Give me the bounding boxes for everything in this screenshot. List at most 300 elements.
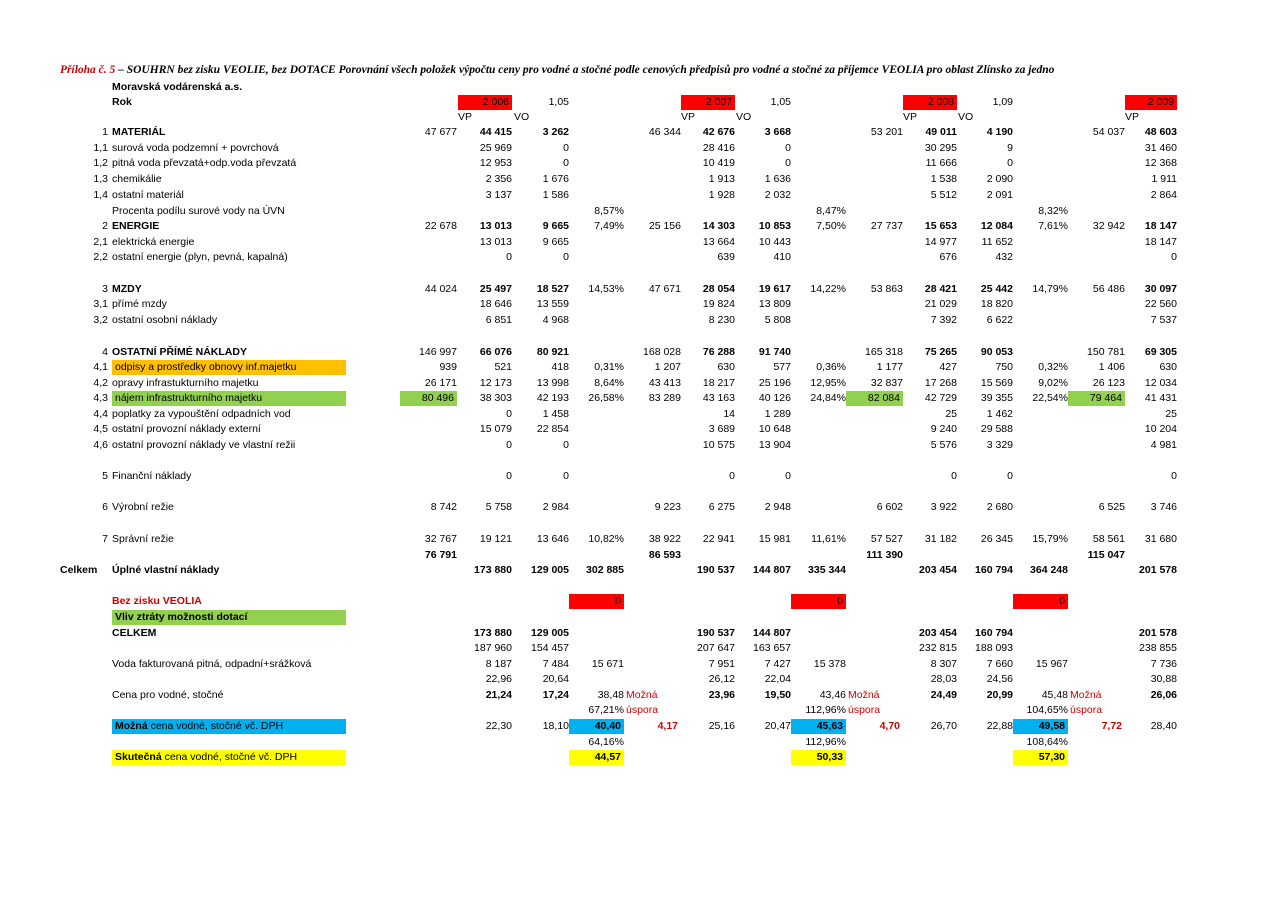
- cell-label: [112, 750, 346, 765]
- cell-v1: 20,47: [764, 720, 791, 732]
- cell-v2: 24,56: [986, 673, 1013, 685]
- cell-p2: 15,79%: [1032, 533, 1068, 545]
- cell-y1v: 2 007: [681, 95, 735, 110]
- cell-a2: 14 977: [924, 236, 957, 248]
- table-row: [0, 141, 1280, 156]
- cell-a3: 22 560: [1144, 298, 1177, 310]
- cell-label: Úplné vlastní náklady: [112, 564, 220, 576]
- table-row: [0, 407, 1280, 422]
- cell-t3: 1 406: [1098, 361, 1125, 373]
- cell-v1: 25 196: [758, 377, 791, 389]
- cell-n2: Možná: [1070, 689, 1102, 701]
- cell-a2: 3 922: [930, 501, 957, 513]
- cell-v2: 160 794: [975, 564, 1013, 576]
- cell-p0: 302 885: [586, 564, 624, 576]
- cell-v1: 13 809: [758, 298, 791, 310]
- cell-v1: 144 807: [753, 564, 791, 576]
- cell-a0: 21,24: [485, 689, 512, 701]
- cell-v0: 7 484: [542, 658, 569, 670]
- cell-t0: 8 742: [430, 501, 457, 513]
- cell-v2: 22,88: [986, 720, 1013, 732]
- cell-vp2: VP: [903, 111, 918, 123]
- cell-a3: 26,06: [1150, 689, 1177, 701]
- table-row: [0, 172, 1280, 187]
- cell-v1: 91 740: [758, 346, 791, 358]
- cell-a2: 676: [939, 251, 957, 263]
- cell-t2: 111 390: [866, 549, 903, 561]
- cell-p0: 7,49%: [594, 220, 624, 232]
- cell-p1: 50,33: [791, 750, 846, 765]
- cell-a3: 31 460: [1144, 142, 1177, 154]
- cell-n2: úspora: [1070, 704, 1103, 716]
- table-row: [0, 719, 1280, 734]
- cell-a3: 12 034: [1144, 377, 1177, 389]
- cell-n1: úspora: [848, 704, 881, 716]
- cell-v1: 2 948: [764, 501, 791, 513]
- cell-v2: 25 442: [980, 283, 1013, 295]
- title-prefix: Příloha č. 5: [60, 64, 116, 76]
- table-row: [0, 610, 1280, 625]
- cell-v0: 13 998: [536, 377, 569, 389]
- cell-label: MZDY: [112, 283, 142, 295]
- cell-vp1: VP: [681, 111, 696, 123]
- cell-v1: 0: [785, 142, 791, 154]
- table-row: [0, 641, 1280, 656]
- cell-v0: 1 676: [542, 173, 569, 185]
- cell-t0: 80 496: [400, 391, 457, 406]
- cell-v0: 18 527: [536, 283, 569, 295]
- cell-v0: 42 193: [536, 392, 569, 404]
- cell-label: odpisy a prostředky obnovy inf.majetku: [112, 360, 346, 375]
- cell-t0: 939: [439, 361, 457, 373]
- cell-p0: 8,57%: [594, 205, 624, 217]
- cell-t3: 115 047: [1087, 549, 1125, 561]
- table-row: [0, 80, 1280, 95]
- cell-a1: 13 664: [702, 236, 735, 248]
- cell-label: pitná voda převzatá+odp.voda převzatá: [112, 157, 297, 169]
- cell-a3: 3 746: [1150, 501, 1177, 513]
- cell-p0: 14,53%: [588, 283, 624, 295]
- cell-p0: 0,31%: [594, 361, 624, 373]
- cell-v0: 13 559: [536, 298, 569, 310]
- cell-a0: 66 076: [479, 346, 512, 358]
- cell-t2: 53 863: [870, 283, 903, 295]
- cell-num: 7: [102, 533, 108, 545]
- cell-p0: 8,64%: [594, 377, 624, 389]
- cell-v2: 0: [1007, 470, 1013, 482]
- cell-num: 1,2: [93, 157, 108, 169]
- cell-label: chemikálie: [112, 173, 162, 185]
- cell-y1k: 1,05: [770, 96, 791, 108]
- cell-t2: 82 084: [846, 391, 903, 406]
- cell-v2: 160 794: [975, 627, 1013, 639]
- cell-a1: 25,16: [708, 720, 735, 732]
- cell-label: nájem infrastrukturního majetku: [112, 391, 346, 406]
- cell-v1: 10 853: [758, 220, 791, 232]
- cell-label: Moravská vodárenská a.s.: [112, 81, 243, 93]
- cell-p2: 14,79%: [1032, 283, 1068, 295]
- cell-label: Procenta podílu surové vody na ÚVN: [112, 205, 285, 217]
- table-row: [0, 204, 1280, 219]
- cell-a3: 238 855: [1139, 642, 1177, 654]
- cell-a3: 630: [1159, 361, 1177, 373]
- cell-t1: 25 156: [648, 220, 681, 232]
- cell-a0: 12 953: [479, 157, 512, 169]
- cell-t1: 9 223: [654, 501, 681, 513]
- cell-a1: 7 951: [708, 658, 735, 670]
- cell-t2: 6 602: [876, 501, 903, 513]
- cell-p2: 108,64%: [1026, 736, 1068, 748]
- cell-a0: 22,30: [485, 720, 512, 732]
- table-row: [0, 313, 1280, 328]
- cell-label: Výrobní režie: [112, 501, 174, 513]
- cell-v0: 418: [551, 361, 569, 373]
- cell-a3: 18 147: [1144, 220, 1177, 232]
- cell-t2: 57 527: [870, 533, 903, 545]
- table-row: [0, 563, 1280, 578]
- cell-a2: 21 029: [924, 298, 957, 310]
- cell-v0: 0: [563, 439, 569, 451]
- cell-t3: 32 942: [1092, 220, 1125, 232]
- cell-t3: 56 486: [1092, 283, 1125, 295]
- cell-a3: 28,40: [1150, 720, 1177, 732]
- cell-label: [112, 719, 346, 734]
- table-row: [0, 95, 1280, 110]
- cell-label: Cena pro vodné, stočné: [112, 689, 224, 701]
- cell-v0: 1 458: [542, 408, 569, 420]
- cell-label: Voda fakturovaná pitná, odpadní+srážková: [112, 658, 312, 670]
- cell-a2: 25: [945, 408, 957, 420]
- cell-a0: 0: [506, 251, 512, 263]
- label-rest: cena vodné, stočné vč. DPH: [161, 751, 298, 763]
- cell-v0: 2 984: [542, 501, 569, 513]
- table-row: [0, 657, 1280, 672]
- cell-a3: 30 097: [1144, 283, 1177, 295]
- cell-a3: 0: [1171, 251, 1177, 263]
- cell-p1: 112,96%: [805, 704, 846, 716]
- cell-a0: 22,96: [485, 673, 512, 685]
- table-row: [0, 219, 1280, 234]
- cell-a3: 201 578: [1139, 627, 1177, 639]
- table-row: [0, 532, 1280, 547]
- cell-a2: 31 182: [924, 533, 957, 545]
- cell-t1: 168 028: [643, 346, 681, 358]
- cell-v1: 577: [773, 361, 791, 373]
- cell-label: přímé mzdy: [112, 298, 167, 310]
- cell-p0: 10,82%: [588, 533, 624, 545]
- cell-v2: 1 462: [986, 408, 1013, 420]
- cell-p1: 0,36%: [816, 361, 846, 373]
- table-row: [0, 188, 1280, 203]
- cell-num: 4,6: [93, 439, 108, 451]
- cell-a1: 22 941: [702, 533, 735, 545]
- cell-a2: 17 268: [924, 377, 957, 389]
- table-row: [0, 438, 1280, 453]
- table-row: [0, 156, 1280, 171]
- cell-p1: 11,61%: [811, 533, 846, 545]
- cell-vp0: VP: [458, 111, 473, 123]
- cell-num: 1,1: [93, 142, 108, 154]
- table-row: [0, 688, 1280, 703]
- cell-a0: 0: [506, 408, 512, 420]
- cell-v1: 0: [785, 470, 791, 482]
- cell-p1: 12,95%: [810, 377, 846, 389]
- cell-v1: 10 443: [758, 236, 791, 248]
- cell-t3: 150 781: [1087, 346, 1125, 358]
- cell-v0: 1 586: [542, 189, 569, 201]
- cell-num: 1,4: [93, 189, 108, 201]
- cell-a1: 43 163: [702, 392, 735, 404]
- cell-a0: 25 497: [479, 283, 512, 295]
- cell-a1: 207 647: [697, 642, 735, 654]
- cell-a0: 12 173: [479, 377, 512, 389]
- cell-v1: 40 126: [758, 392, 791, 404]
- cell-a1: 14 303: [702, 220, 735, 232]
- cell-v2: 7 660: [986, 658, 1013, 670]
- cell-n1: Možná: [848, 689, 880, 701]
- cell-t3: 6 525: [1098, 501, 1125, 513]
- cell-a3: 10 204: [1144, 423, 1177, 435]
- cell-p1: 7,50%: [816, 220, 846, 232]
- cell-p1: 112,96%: [805, 736, 846, 748]
- cell-a3: 48 603: [1144, 126, 1177, 138]
- cell-v0: 4 968: [542, 314, 569, 326]
- cell-v2: 0: [1007, 157, 1013, 169]
- cell-label: ostatní energie (plyn, pevná, kapalná): [112, 251, 288, 263]
- cell-a0: 25 969: [479, 142, 512, 154]
- cell-v2: 4 190: [986, 126, 1013, 138]
- cell-v0: 18,10: [542, 720, 569, 732]
- cell-num: 1: [102, 126, 108, 138]
- cell-a2: 1 538: [930, 173, 957, 185]
- cell-v2: 2 090: [986, 173, 1013, 185]
- cell-p1: 0: [791, 594, 846, 609]
- cell-p0: 0: [569, 594, 624, 609]
- cell-label: Vliv ztráty možnosti dotací: [112, 610, 346, 625]
- cell-v2: 6 622: [986, 314, 1013, 326]
- cell-a2: 203 454: [919, 564, 957, 576]
- cell-a1: 630: [717, 361, 735, 373]
- cell-a0: 5 758: [485, 501, 512, 513]
- cell-t2: 53 201: [870, 126, 903, 138]
- cell-a2: 9 240: [930, 423, 957, 435]
- title-text: – SOUHRN bez zisku VEOLIE, bez DOTACE Porovnání všech položek výpočtu ceny pro vodné a stočné podle cenových předpisů pro vodné a stočné za příjemce VEOLIA pro oblast Zlínsko za jedno: [115, 64, 1055, 76]
- cell-a1: 10 419: [702, 157, 735, 169]
- cell-v1: 0: [785, 157, 791, 169]
- cell-v1: 410: [773, 251, 791, 263]
- cell-p0: 26,58%: [588, 392, 624, 404]
- table-row: [0, 391, 1280, 406]
- cell-a2: 11 666: [925, 157, 957, 169]
- cell-a3: 1 911: [1151, 173, 1177, 185]
- cell-a0: 3 137: [485, 189, 512, 201]
- cell-v1: 3 668: [764, 126, 791, 138]
- cell-n1r: 4,70: [879, 720, 900, 732]
- cell-a3: 69 305: [1144, 346, 1177, 358]
- cell-v2: 2 091: [986, 189, 1013, 201]
- cell-a0: 8 187: [485, 658, 512, 670]
- cell-num: 4,2: [93, 377, 108, 389]
- cell-v0: 9 665: [542, 220, 569, 232]
- table-row: [0, 376, 1280, 391]
- cell-t0: 32 767: [424, 533, 457, 545]
- cell-num: 4,1: [93, 361, 108, 373]
- cell-a1: 76 288: [702, 346, 735, 358]
- cell-a2: 26,70: [930, 720, 957, 732]
- cell-a2: 49 011: [925, 126, 957, 138]
- cell-num: 1,3: [93, 173, 108, 185]
- cell-v0: 154 457: [531, 642, 569, 654]
- cell-a3: 201 578: [1139, 564, 1177, 576]
- cell-num: 3,2: [93, 314, 108, 326]
- table-row: [0, 594, 1280, 609]
- cell-t2: 27 737: [870, 220, 903, 232]
- cell-v0: 0: [563, 251, 569, 263]
- cell-v0: 0: [563, 470, 569, 482]
- cell-a0: 19 121: [479, 533, 512, 545]
- cell-v0: 22 854: [536, 423, 569, 435]
- cell-p2: 8,32%: [1038, 205, 1068, 217]
- cell-a1: 190 537: [697, 627, 735, 639]
- cell-p2: 9,02%: [1038, 377, 1068, 389]
- cell-a0: 173 880: [474, 564, 512, 576]
- cell-label: elektrická energie: [112, 236, 195, 248]
- cell-v0: 0: [563, 142, 569, 154]
- cell-v2: 750: [995, 361, 1013, 373]
- cell-y3v: 2 009: [1125, 95, 1177, 110]
- cell-t3: 54 037: [1092, 126, 1125, 138]
- cell-t3: 26 123: [1092, 377, 1125, 389]
- cell-v2: 26 345: [980, 533, 1013, 545]
- cell-num: 4,5: [93, 423, 108, 435]
- cell-p1: 15 378: [813, 658, 846, 670]
- cell-a0: 0: [506, 439, 512, 451]
- cell-p1: 14,22%: [810, 283, 846, 295]
- cell-label: ostatní provozní náklady ve vlastní režii: [112, 439, 296, 451]
- cell-num: 3,1: [93, 298, 108, 310]
- table-row: [0, 345, 1280, 360]
- cell-a1: 0: [729, 470, 735, 482]
- cell-label: Správní režie: [112, 533, 174, 545]
- cell-a2: 203 454: [919, 627, 957, 639]
- cell-vp3: VP: [1125, 111, 1140, 123]
- cell-v2: 20,99: [986, 689, 1013, 701]
- cell-a2: 8 307: [930, 658, 957, 670]
- cell-a2: 7 392: [930, 314, 957, 326]
- cell-v1: 5 808: [764, 314, 791, 326]
- cell-a2: 232 815: [919, 642, 957, 654]
- cell-y2k: 1,09: [992, 96, 1013, 108]
- cell-a3: 12 368: [1144, 157, 1177, 169]
- cell-n2r: 7,72: [1101, 720, 1122, 732]
- cell-v2: 432: [995, 251, 1013, 263]
- cell-a1: 190 537: [697, 564, 735, 576]
- cell-p1: 8,47%: [816, 205, 846, 217]
- cell-a0: 44 415: [479, 126, 512, 138]
- cell-v2: 90 053: [980, 346, 1013, 358]
- cell-a1: 26,12: [708, 673, 735, 685]
- cell-num: 3: [102, 283, 108, 295]
- cell-label: opravy infrastukturního majetku: [112, 377, 259, 389]
- cell-label: poplatky za vypouštění odpadních vod: [112, 408, 291, 420]
- cell-a0: 521: [494, 361, 512, 373]
- cell-v0: 13 646: [536, 533, 569, 545]
- cell-p2: 364 248: [1030, 564, 1068, 576]
- cell-v0: 129 005: [531, 627, 569, 639]
- cell-v2: 2 680: [986, 501, 1013, 513]
- cell-t1: 38 922: [648, 533, 681, 545]
- cell-v0: 129 005: [531, 564, 569, 576]
- cell-num: 2: [102, 220, 108, 232]
- cell-a3: 4 981: [1150, 439, 1177, 451]
- cell-a2: 15 653: [924, 220, 957, 232]
- cell-p2: 45,48: [1041, 689, 1068, 701]
- cell-a1: 28 054: [702, 283, 735, 295]
- table-row: [0, 469, 1280, 484]
- cell-label: MATERIÁL: [112, 126, 166, 138]
- cell-a1: 639: [717, 251, 735, 263]
- cell-a1: 23,96: [708, 689, 735, 701]
- cell-v0: 0: [563, 157, 569, 169]
- label-emphasis: Možná: [115, 720, 148, 732]
- cell-label: ENERGIE: [112, 220, 160, 232]
- cell-n0r: 4,17: [657, 720, 678, 732]
- cell-num: 6: [102, 501, 108, 513]
- table-row: [0, 626, 1280, 641]
- cell-v1: 13 904: [758, 439, 791, 451]
- cell-t1: 43 413: [648, 377, 681, 389]
- cell-a2: 30 295: [924, 142, 957, 154]
- cell-v0: 3 262: [542, 126, 569, 138]
- cell-a1: 19 824: [702, 298, 735, 310]
- cell-v1: 1 636: [764, 173, 791, 185]
- table-row: [0, 110, 1280, 125]
- cell-a1: 42 676: [702, 126, 735, 138]
- cell-label: Finanční náklady: [112, 470, 192, 482]
- cell-v2: 39 355: [980, 392, 1013, 404]
- cell-v2: 18 820: [980, 298, 1013, 310]
- cell-a1: 3 689: [708, 423, 735, 435]
- cell-a2: 5 512: [930, 189, 957, 201]
- cell-a2: 28,03: [930, 673, 957, 685]
- cell-t1: 86 593: [648, 549, 681, 561]
- cell-num: 5: [102, 470, 108, 482]
- cell-a3: 18 147: [1144, 236, 1177, 248]
- cell-n0: úspora: [626, 704, 659, 716]
- cell-a0: 0: [506, 470, 512, 482]
- cell-a3: 25: [1165, 408, 1177, 420]
- cell-t1: 46 344: [648, 126, 681, 138]
- cell-a1: 6 275: [708, 501, 735, 513]
- cell-v2: 3 329: [986, 439, 1013, 451]
- cell-v0: 9 665: [542, 236, 569, 248]
- cell-a3: 7 736: [1150, 658, 1177, 670]
- cell-label: ostatní osobní náklady: [112, 314, 218, 326]
- cell-p2: 49,58: [1013, 719, 1068, 734]
- cell-num: 2,2: [93, 251, 108, 263]
- cell-num: 4,4: [93, 408, 108, 420]
- cell-p1: 45,63: [791, 719, 846, 734]
- cell-label: Rok: [112, 96, 132, 108]
- cell-a0: 38 303: [479, 392, 512, 404]
- cell-p0: 44,57: [569, 750, 624, 765]
- cell-t0: 26 171: [424, 377, 457, 389]
- cell-v2: 29 588: [980, 423, 1013, 435]
- cell-v2: 15 569: [980, 377, 1013, 389]
- cell-p0: 15 671: [591, 658, 624, 670]
- cell-a1: 1 928: [708, 189, 735, 201]
- cell-num: 4,3: [93, 392, 108, 404]
